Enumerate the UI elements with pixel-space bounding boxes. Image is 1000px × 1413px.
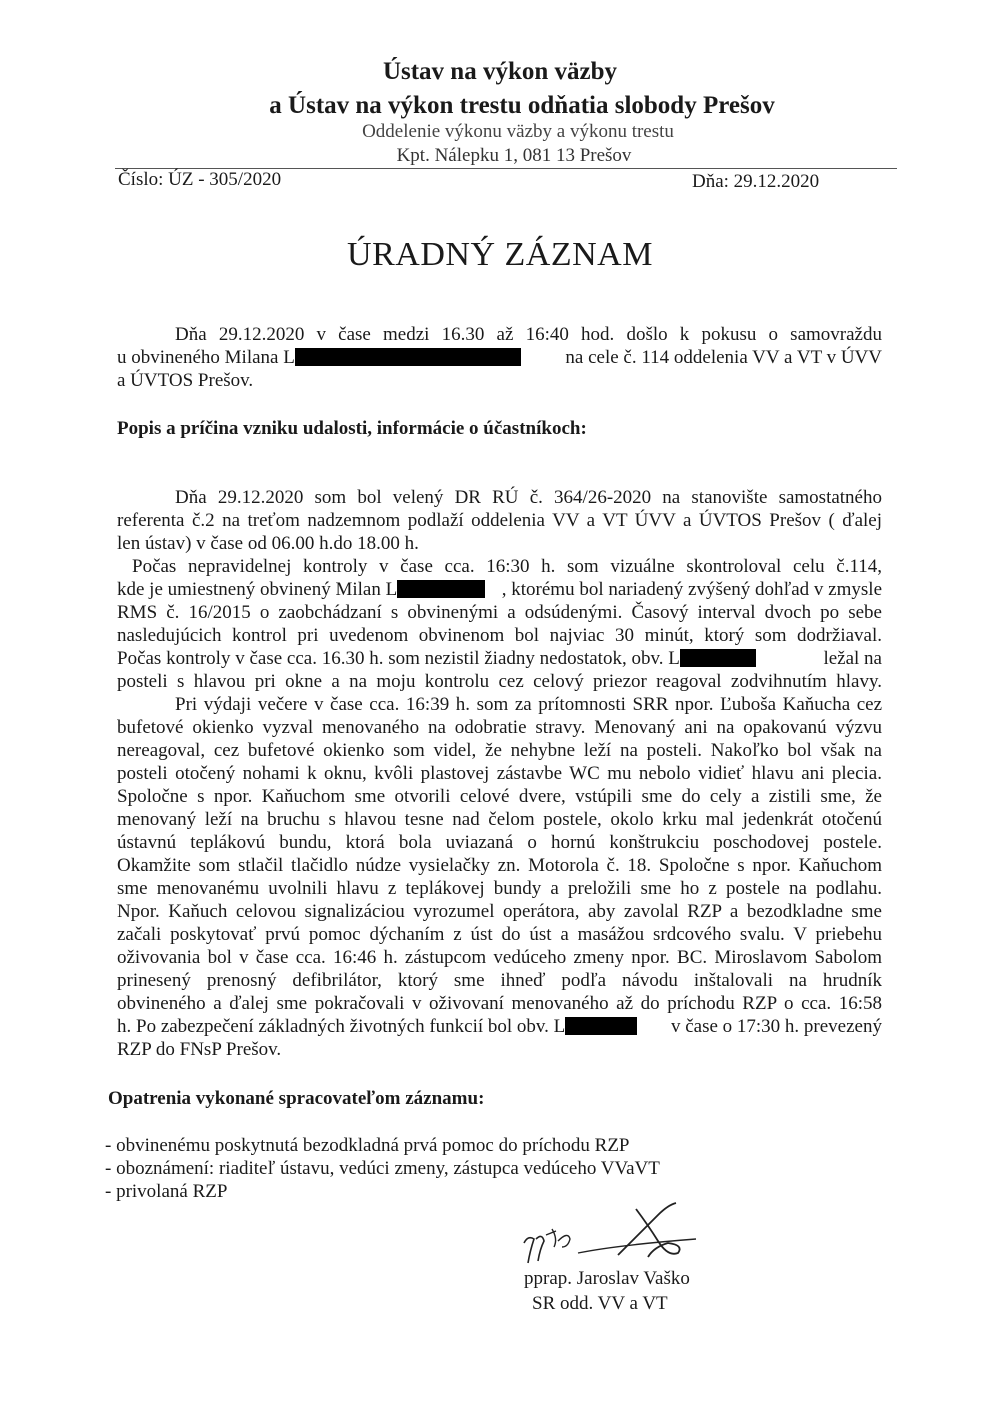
body-line: oživovania bol v čase cca. 16:46 h. zástupcom vedúceho zmeny npor. BC. Miroslavom Sabolom — [117, 947, 882, 968]
body-line: Okamžite som stlačil tlačidlo núdze vysielačky zn. Motorola č. 18. Spoločne s npor. Kaňuchom — [117, 855, 882, 876]
body-line: Počas nepravidelnej kontroly v čase cca. 16:30 h. som vizuálne skontroloval celu č.114, — [132, 556, 882, 577]
section-heading-description: Popis a príčina vzniku udalosti, informácie o účastníkoch: — [117, 418, 587, 439]
intro-line-2 — [117, 347, 882, 369]
measure-item: - obvinenému poskytnutá bezodkladná prvá pomoc do príchodu RZP — [105, 1135, 630, 1156]
institution-name: Ústav na výkon väzby — [382, 58, 618, 85]
body-line: obvineného a ďalej sme pokračovali v oživovaní menovaného až do príchodu RZP o cca. 16:58 — [117, 993, 882, 1014]
signatory-unit: SR odd. VV a VT — [532, 1293, 668, 1314]
body-line: nasledujúcich kontrol pri uvedenom obvinenom bol najviac 30 minút, ktorý som dodržiaval. — [117, 625, 882, 646]
body-text: kde je umiestnený obvinený Milan L — [117, 579, 398, 600]
intro-text: u obvineného Milana L — [117, 347, 295, 368]
measure-item: - oboznámení: riaditeľ ústavu, vedúci zmeny, zástupca vedúceho VVaVT — [105, 1158, 660, 1179]
body-line: referenta č.2 na treťom nadzemnom podlaží oddelenia VV a VT ÚVV a ÚVTOS Prešov ( ďalej — [117, 510, 882, 531]
redaction-box — [295, 348, 521, 366]
body-line: Npor. Kaňuch celovou signalizáciou vyrozumel operátora, aby zavolal RZP a bezodkladne sme — [117, 901, 882, 922]
section-heading-measures: Opatrenia vykonané spracovateľom záznamu: — [108, 1088, 485, 1109]
body-line: prinesený prenosný defibrilátor, ktorý sme ihneď podľa návodu inštalovali na hrudník — [117, 970, 882, 991]
body-line: Pri výdaji večere v čase cca. 16:39 h. som za prítomnosti SRR npor. Ľuboša Kaňucha cez — [175, 694, 882, 715]
body-line: začali poskytovať prvú pomoc dýchaním z úst do úst a masážou srdcového svalu. V priebehu — [117, 924, 882, 945]
body-line — [117, 1016, 882, 1038]
body-line: bufetové okienko vyzval menovaného na odobratie stravy. Menovaný ani na opakovanú výzvu — [117, 717, 882, 738]
body-line: posteli otočený nohami k oknu, kvôli plastovej zástavbe WC mu nebolo vidieť hlavu ani plecia. — [117, 763, 882, 784]
body-line: RMS č. 16/2015 o zaobchádzaní s obvinenými a odsúdenými. Časový interval dvoch po sebe — [117, 602, 882, 623]
body-line — [117, 648, 882, 670]
redaction-box — [680, 649, 756, 667]
redaction-box — [397, 580, 485, 598]
handwritten-signature — [518, 1195, 708, 1275]
intro-line-1: Dňa 29.12.2020 v čase medzi 16.30 až 16:40 hod. došlo k pokusu o samovraždu — [175, 324, 882, 345]
record-number: Číslo: ÚZ - 305/2020 — [118, 169, 282, 190]
body-line: RZP do FNsP Prešov. — [117, 1039, 282, 1060]
address: Kpt. Nálepku 1, 081 13 Prešov — [396, 145, 632, 166]
department-name: Oddelenie výkonu väzby a výkonu trestu — [362, 121, 674, 142]
body-line: menovaný leží na bruchu s hlavou tesne nad čelom postele, okolo krku mal jedenkrát otočenú — [117, 809, 882, 830]
body-line — [117, 579, 882, 601]
measure-item: - privolaná RZP — [105, 1181, 228, 1202]
institution-name-line2: a Ústav na výkon trestu odňatia slobody Prešov — [269, 92, 775, 119]
body-line: Dňa 29.12.2020 som bol velený DR RÚ č. 364/26-2020 na stanovište samostatného — [175, 487, 882, 508]
body-line: ústavnú teplákovú bundu, ktorá bola uviazaná o hornú konštrukciu poschodovej postele. — [117, 832, 882, 853]
body-text: h. Po zabezpečení základných životných funkcií bol obv. L — [117, 1016, 566, 1037]
body-line: len ústav) v čase od 06.00 h.do 18.00 h. — [117, 533, 419, 554]
body-text-cont: , ktorému bol nariadený zvýšený dohľad v zmysle — [501, 579, 882, 600]
record-date: Dňa: 29.12.2020 — [692, 171, 820, 192]
body-line: sme menovanému uvolnili hlavu z teplákovej bundy a preložili sme ho z postele na podlahu. — [117, 878, 882, 899]
body-text-cont: v čase o 17:30 h. prevezený — [670, 1016, 882, 1037]
signatory-name: pprap. Jaroslav Vaško — [524, 1268, 690, 1289]
body-line: nereagoval, cez bufetové okienko som videl, že nehybne leží na posteli. Nakoľko bol však na — [117, 740, 882, 761]
body-line: Spoločne s npor. Kaňuchom sme otvorili celové dvere, vstúpili sme do cely a zistili sme, že — [117, 786, 882, 807]
document-title: ÚRADNÝ ZÁZNAM — [347, 236, 653, 273]
body-text-cont: ležal na — [823, 648, 882, 669]
intro-text-cont: na cele č. 114 oddelenia VV a VT v ÚVV — [565, 347, 882, 368]
body-text: Počas kontroly v čase cca. 16.30 h. som nezistil žiadny nedostatok, obv. L — [117, 648, 680, 669]
intro-line-3: a ÚVTOS Prešov. — [117, 370, 254, 391]
body-line: posteli s hlavou pri okne a na moju kontrolu cez celový priezor reagoval zodvihnutím hlavy. — [117, 671, 882, 692]
redaction-box — [565, 1017, 637, 1035]
